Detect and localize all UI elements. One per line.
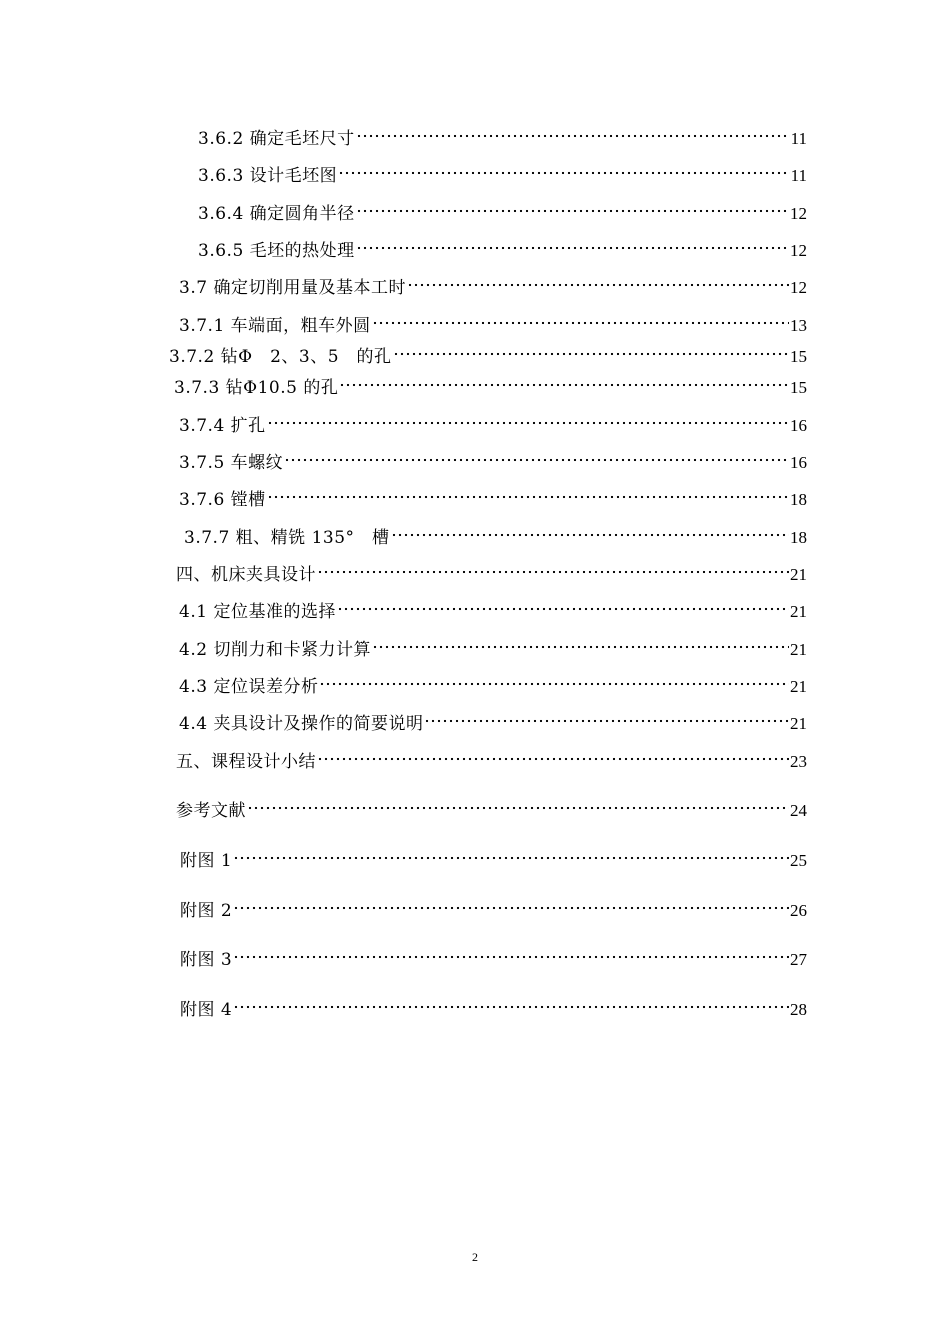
toc-entry-title: 3.7.5 车螺纹 [179,453,284,473]
toc-entry-3-7-5 [179,444,807,473]
toc-entry-page: 23 [790,752,807,771]
toc-entry-4-2 [179,631,807,660]
toc-entry-title: 3.7.3 钻Φ10.5 的孔 [174,378,339,398]
toc-entry-page: 12 [790,278,807,297]
toc-entry-appendix-1 [180,842,807,871]
dot-leader [356,120,790,144]
toc-entry-title: 3.7.1 车端面，粗车外圆 [179,316,371,336]
toc-entry-3-7-7 [184,519,807,548]
page-number: 2 [472,1250,478,1264]
dot-leader [233,842,789,866]
toc-entry-title: 4.4 夹具设计及操作的简要说明 [179,714,424,734]
toc-entry-page: 21 [790,565,807,584]
toc-entry-title: 四、机床夹具设计 [176,565,316,585]
dot-leader [317,743,789,767]
toc-entry-3-7-4 [179,407,807,436]
toc-entry-chapter-5 [176,743,807,772]
toc-entry-3-6-2 [198,120,807,149]
toc-entry-page: 21 [790,677,807,696]
dot-leader [372,631,789,655]
toc-entry-appendix-4 [180,991,807,1020]
toc-entry-references [176,792,807,821]
dot-leader [233,941,789,965]
toc-entry-4-1 [179,593,807,622]
toc-entry-title: 附图 3 [180,950,233,970]
toc-entry-title: 3.6.2 确定毛坯尺寸 [198,129,355,149]
toc-entry-appendix-2 [180,892,807,921]
toc-entry-3-7-1 [179,307,807,336]
toc-entry-page: 28 [790,1000,807,1019]
toc-entry-3-7 [179,269,807,298]
toc-entry-4-3 [179,668,807,697]
toc-entry-3-7-6 [179,481,807,510]
dot-leader [372,307,789,331]
toc-entry-3-6-5 [198,232,807,261]
dot-leader [319,668,789,692]
dot-leader [391,519,789,543]
toc-entry-page: 24 [790,801,807,820]
toc-entry-title: 3.6.5 毛坯的热处理 [198,241,355,261]
toc-entry-title: 参考文献 [176,801,246,821]
toc-entry-title: 附图 1 [180,851,233,871]
toc-entry-page: 12 [790,204,807,223]
toc-entry-title: 3.7 确定切削用量及基本工时 [179,278,406,298]
dot-leader [339,369,789,393]
toc-entry-page: 13 [790,316,807,335]
toc-entry-page: 15 [790,347,807,366]
toc-entry-title: 附图 2 [180,901,233,921]
toc-entry-3-6-3 [198,157,807,186]
toc-entry-title: 3.6.3 设计毛坯图 [198,166,338,186]
dot-leader [317,556,789,580]
toc-entry-appendix-3 [180,941,807,970]
toc-entry-3-7-3 [174,369,807,398]
toc-entry-title: 3.7.6 镗槽 [179,490,266,510]
toc-entry-title: 4.3 定位误差分析 [179,677,319,697]
dot-leader [338,157,789,181]
toc-entry-page: 16 [790,453,807,472]
dot-leader [393,338,789,362]
toc-entry-title: 4.2 切削力和卡紧力计算 [179,640,371,660]
toc-entry-title: 附图 4 [180,1000,233,1020]
dot-leader [247,792,789,816]
toc-entry-title: 4.1 定位基准的选择 [179,602,336,622]
toc-entry-title: 3.7.7 粗、精铣 135° 槽 [184,528,390,548]
toc-entry-page: 18 [790,528,807,547]
toc-entry-page: 18 [790,490,807,509]
toc-entry-page: 25 [790,851,807,870]
toc-entry-page: 21 [790,640,807,659]
toc-entry-page: 15 [790,378,807,397]
toc-entry-page: 26 [790,901,807,920]
dot-leader [356,195,789,219]
dot-leader [337,593,789,617]
dot-leader [267,407,789,431]
dot-leader [233,892,789,916]
toc-entry-page: 12 [790,241,807,260]
toc-entry-page: 27 [790,950,807,969]
toc-entry-title: 3.7.4 扩孔 [179,416,266,436]
toc-entry-4-4 [179,705,807,734]
toc-entry-page: 11 [790,166,807,185]
toc-entry-chapter-4 [176,556,807,585]
dot-leader [407,269,789,293]
toc-entry-page: 16 [790,416,807,435]
toc-entry-3-6-4 [198,195,807,224]
dot-leader [356,232,789,256]
toc-entry-page: 21 [790,602,807,621]
dot-leader [284,444,789,468]
toc-entry-title: 3.6.4 确定圆角半径 [198,204,355,224]
toc-entry-title: 3.7.2 钻Φ 2、3、5 的孔 [169,347,392,367]
toc-entry-page: 11 [790,129,807,148]
toc-entry-3-7-2 [169,338,807,367]
dot-leader [233,991,789,1015]
toc-entry-title: 五、课程设计小结 [176,752,316,772]
dot-leader [267,481,789,505]
toc-entry-page: 21 [790,714,807,733]
dot-leader [424,705,789,729]
